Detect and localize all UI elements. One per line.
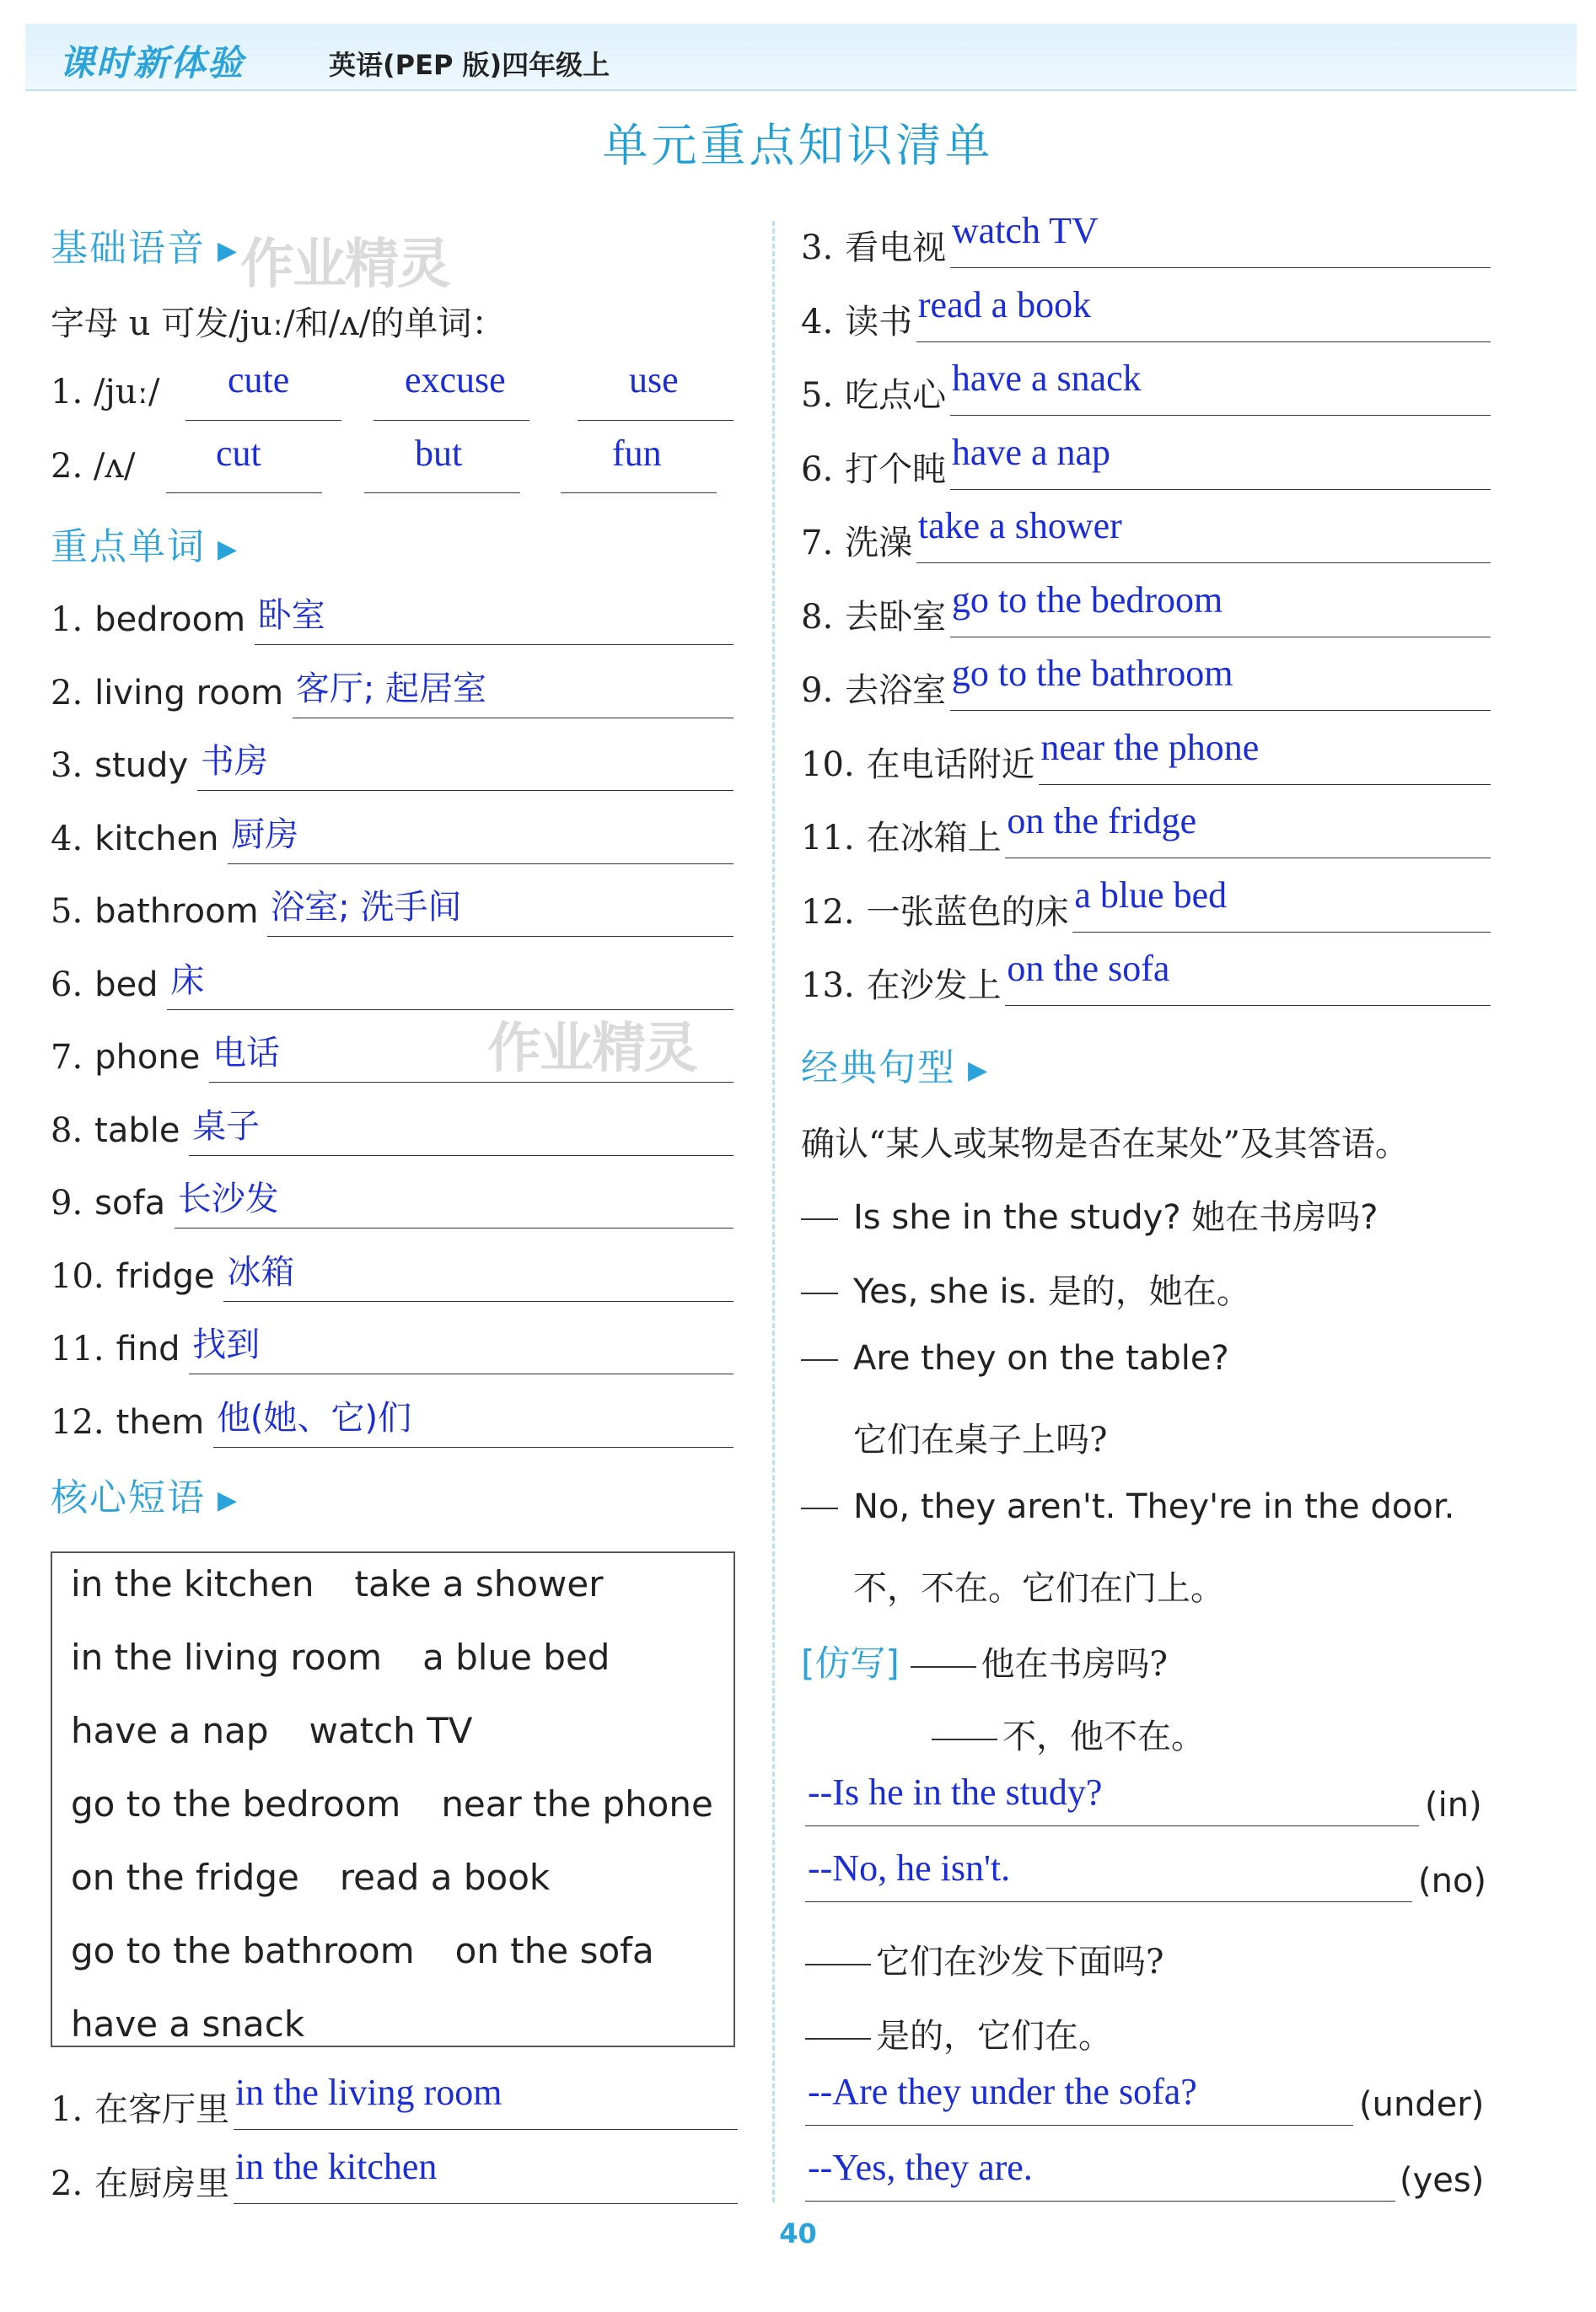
phrase-box-entry: have a snack bbox=[71, 2003, 305, 2045]
phrase-cn: 洗澡 bbox=[845, 524, 913, 562]
play-arrow-icon: ▶ bbox=[968, 1055, 990, 1085]
phrase-number: 4. bbox=[801, 302, 834, 341]
hint-word: (no) bbox=[1418, 1862, 1487, 1901]
phrase-cn: 读书 bbox=[845, 302, 913, 341]
vocab-number: 4. bbox=[51, 819, 83, 858]
vocab-item bbox=[51, 1257, 215, 1296]
phrase-box-entry: a blue bed bbox=[422, 1637, 610, 1678]
phrase-number: 12. bbox=[801, 892, 855, 932]
phrase-item bbox=[801, 221, 946, 269]
section-phrases-heading: 核心短语 ▶ bbox=[51, 1476, 239, 1519]
phrase-answer: on the fridge bbox=[1007, 800, 1197, 841]
phrase-box-entry: go to the bedroom bbox=[71, 1783, 401, 1825]
vocab-number: 3. bbox=[51, 746, 83, 785]
vocab-word: phone bbox=[94, 1038, 201, 1077]
play-arrow-icon: ▶ bbox=[218, 534, 239, 564]
phrase-box-entry: go to the bathroom bbox=[71, 1930, 415, 1971]
phrase-item bbox=[51, 2157, 229, 2205]
phrase-number: 2. bbox=[51, 2164, 83, 2203]
column-divider bbox=[772, 221, 775, 2202]
vocab-word: sofa bbox=[94, 1184, 166, 1223]
subject-label: 英语(PEP 版)四年级上 bbox=[329, 49, 610, 81]
phrase-box bbox=[51, 1551, 735, 2047]
imitation-prompt-1: [仿写] 他在书房吗? bbox=[801, 1643, 1168, 1684]
vocab-word: fridge bbox=[116, 1256, 215, 1296]
phrase-box-entry: take a shower bbox=[354, 1563, 604, 1605]
hint-word: (in) bbox=[1425, 1786, 1482, 1825]
vocab-number: 10. bbox=[51, 1256, 105, 1296]
vocab-item bbox=[51, 1403, 204, 1442]
phrase-answer: go to the bathroom bbox=[951, 653, 1233, 694]
phrase-cn: 看电视 bbox=[845, 229, 947, 267]
vocab-word: living room bbox=[94, 673, 284, 712]
vocab-item bbox=[51, 746, 188, 785]
phrase-cn: 打个盹 bbox=[845, 449, 947, 489]
vocab-number: 11. bbox=[51, 1330, 105, 1368]
imitation-answer: --Yes, they are. bbox=[808, 2147, 1033, 2188]
phonics-answer: cut bbox=[216, 433, 261, 474]
phrase-answer: in the kitchen bbox=[234, 2146, 438, 2187]
phrase-box-entry: near the phone bbox=[441, 1783, 713, 1825]
vocab-answer: 桌子 bbox=[192, 1106, 261, 1146]
dialog-2-question-cn: 它们在桌子上吗? bbox=[853, 1421, 1108, 1460]
vocab-answer: 冰箱 bbox=[227, 1252, 295, 1292]
vocab-number: 6. bbox=[51, 965, 83, 1004]
phrase-box-entry: in the kitchen bbox=[71, 1563, 314, 1605]
imitation-prompt-1-answer-cn: 不，他不在。 bbox=[932, 1710, 1205, 1758]
vocab-number: 7. bbox=[51, 1038, 83, 1077]
phrase-box-entry: watch TV bbox=[309, 1710, 473, 1751]
phrase-number: 11. bbox=[801, 819, 855, 858]
vocab-number: 5. bbox=[51, 892, 83, 931]
phrase-item bbox=[801, 590, 946, 638]
phrase-cn: 在电话附近 bbox=[866, 745, 1035, 784]
phrase-box-entry: have a nap bbox=[71, 1710, 269, 1751]
phrase-box-entry: on the fridge bbox=[71, 1857, 299, 1898]
vocab-number: 12. bbox=[51, 1402, 105, 1442]
phrase-cn: 一张蓝色的床 bbox=[866, 892, 1069, 932]
phonics-answer: excuse bbox=[405, 359, 506, 401]
brand-logo: 课时新体验 bbox=[59, 42, 245, 83]
phonics-answer: but bbox=[415, 433, 463, 474]
phonics-answer: use bbox=[629, 359, 679, 401]
header-bar bbox=[25, 24, 1577, 91]
section-sentences-heading: 经典句型 ▶ bbox=[801, 1046, 990, 1089]
page-title: 单元重点知识清单 bbox=[602, 119, 994, 172]
vocab-word: them bbox=[116, 1402, 205, 1442]
vocab-number: 2. bbox=[51, 673, 83, 712]
phrase-number: 7. bbox=[801, 524, 834, 562]
imitation-answer: --No, he isn't. bbox=[808, 1847, 1011, 1889]
vocab-item bbox=[51, 1038, 200, 1077]
vocab-answer: 厨房 bbox=[231, 815, 299, 854]
vocab-word: kitchen bbox=[94, 819, 219, 858]
phrase-item bbox=[51, 2083, 229, 2131]
phrase-number: 5. bbox=[801, 376, 834, 415]
phrase-item bbox=[801, 368, 946, 417]
page-number: 40 bbox=[779, 2218, 817, 2250]
imitation-prompt-2: 它们在沙发下面吗? bbox=[805, 1935, 1163, 1983]
vocab-answer: 他(她、它)们 bbox=[216, 1398, 412, 1438]
vocab-answer: 找到 bbox=[192, 1325, 261, 1364]
phrase-item bbox=[801, 295, 912, 343]
vocab-word: find bbox=[116, 1330, 180, 1368]
phrase-answer: have a snack bbox=[951, 358, 1142, 399]
phrase-number: 13. bbox=[801, 966, 855, 1005]
vocab-answer: 床 bbox=[170, 960, 205, 1000]
phrase-box-entry: on the sofa bbox=[454, 1930, 654, 1971]
phrase-number: 6. bbox=[801, 449, 834, 489]
vocab-item bbox=[51, 1111, 180, 1150]
phrase-box-entry: read a book bbox=[339, 1857, 551, 1898]
vocab-word: bathroom bbox=[94, 892, 259, 931]
vocab-word: bed bbox=[94, 965, 159, 1004]
vocab-word: bedroom bbox=[94, 600, 246, 639]
sentence-intro: 确认“某人或某物是否在某处”及其答语。 bbox=[801, 1125, 1409, 1164]
vocab-item bbox=[51, 965, 159, 1004]
vocab-answer: 浴室; 洗手间 bbox=[271, 888, 462, 927]
imitation-prompt-2-answer-cn: 是的，它们在。 bbox=[805, 2009, 1112, 2057]
dialog-1-question: Is she in the study? 她在书房吗? bbox=[801, 1191, 1378, 1239]
dialog-1-answer: Yes, she is. 是的，她在。 bbox=[801, 1265, 1250, 1313]
phrase-answer: take a shower bbox=[917, 505, 1122, 546]
vocab-answer: 客厅; 起居室 bbox=[295, 669, 487, 708]
phrase-answer: watch TV bbox=[951, 210, 1099, 251]
phonics-answer: fun bbox=[612, 433, 662, 474]
vocab-number: 9. bbox=[51, 1184, 83, 1223]
imitation-label: [仿写] bbox=[801, 1643, 900, 1684]
phrase-number: 8. bbox=[801, 597, 834, 637]
vocab-word: study bbox=[94, 746, 189, 785]
section-phonics-heading: 基础语音 ▶ bbox=[51, 227, 239, 270]
phrase-cn: 去卧室 bbox=[845, 597, 947, 637]
phonics-answer: cute bbox=[228, 359, 290, 401]
phrase-answer: have a nap bbox=[951, 431, 1111, 473]
phrase-box-line bbox=[71, 1637, 650, 1678]
dialog-2-answer: No, they aren't. They're in the door. bbox=[801, 1487, 1454, 1526]
phrase-item bbox=[801, 738, 1035, 786]
vocab-item bbox=[51, 1330, 180, 1368]
vocab-item bbox=[51, 820, 218, 858]
vocab-answer: 卧室 bbox=[257, 596, 325, 635]
vocab-item bbox=[51, 600, 245, 639]
phrase-number: 9. bbox=[801, 671, 834, 710]
phrase-box-line bbox=[71, 1563, 644, 1605]
vocab-number: 1. bbox=[51, 600, 83, 639]
phrase-item bbox=[801, 959, 1002, 1007]
watermark: 作业精灵 bbox=[487, 1018, 696, 1080]
play-arrow-icon: ▶ bbox=[218, 1485, 239, 1515]
vocab-item bbox=[51, 1184, 165, 1223]
phrase-number: 1. bbox=[51, 2090, 83, 2129]
vocab-answer: 书房 bbox=[200, 742, 268, 781]
vocab-item bbox=[51, 892, 259, 931]
vocab-number: 8. bbox=[51, 1110, 83, 1150]
imitation-answer: --Are they under the sofa? bbox=[808, 2071, 1197, 2112]
vocab-item bbox=[51, 674, 283, 712]
dialog-2-question: Are they on the table? bbox=[801, 1339, 1229, 1378]
phrase-cn: 在冰箱上 bbox=[866, 819, 1002, 858]
phrase-number: 10. bbox=[801, 745, 855, 784]
phrase-answer: near the phone bbox=[1040, 726, 1260, 768]
phrase-box-entry: in the living room bbox=[71, 1637, 383, 1678]
phrase-cn: 在客厅里 bbox=[94, 2090, 230, 2129]
phrase-box-line bbox=[71, 1930, 695, 1971]
phrase-item bbox=[801, 443, 946, 491]
phrase-answer: in the living room bbox=[234, 2072, 502, 2113]
phrase-box-line bbox=[71, 1710, 513, 1751]
play-arrow-icon: ▶ bbox=[218, 235, 239, 266]
phrase-box-line bbox=[71, 1783, 754, 1825]
vocab-word: table bbox=[94, 1110, 180, 1150]
phrase-item bbox=[801, 885, 1069, 933]
phrase-cn: 在厨房里 bbox=[94, 2164, 230, 2203]
section-vocab-heading: 重点单词 ▶ bbox=[51, 525, 239, 568]
phonics-row-2-label: 2. /ʌ/ bbox=[51, 447, 136, 486]
hint-word: (under) bbox=[1359, 2085, 1485, 2124]
phonics-intro: 字母 u 可发/juː/和/ʌ/的单词： bbox=[51, 304, 506, 343]
vocab-answer: 电话 bbox=[212, 1034, 281, 1073]
watermark: 作业精灵 bbox=[240, 234, 449, 296]
phrase-cn: 在沙发上 bbox=[866, 966, 1002, 1005]
dialog-2-answer-cn: 不，不在。它们在门上。 bbox=[853, 1569, 1224, 1608]
phrase-answer: go to the bedroom bbox=[951, 578, 1223, 621]
phrase-cn: 去浴室 bbox=[845, 671, 947, 710]
phrase-box-line bbox=[71, 2003, 345, 2045]
phrase-item bbox=[801, 664, 946, 712]
phrase-cn: 吃点心 bbox=[845, 376, 947, 415]
hint-word: (yes) bbox=[1400, 2161, 1485, 2200]
phrase-item bbox=[801, 516, 912, 564]
phrase-answer: a blue bed bbox=[1074, 874, 1228, 916]
phrase-box-line bbox=[71, 1857, 590, 1898]
imitation-answer: --Is he in the study? bbox=[808, 1772, 1103, 1813]
phrase-answer: on the sofa bbox=[1007, 948, 1170, 989]
phrase-number: 3. bbox=[801, 229, 834, 267]
phrase-answer: read a book bbox=[917, 283, 1092, 325]
phrase-item bbox=[801, 811, 1002, 859]
vocab-answer: 长沙发 bbox=[177, 1180, 279, 1218]
phonics-row-1-label: 1. /juː/ bbox=[51, 373, 160, 411]
